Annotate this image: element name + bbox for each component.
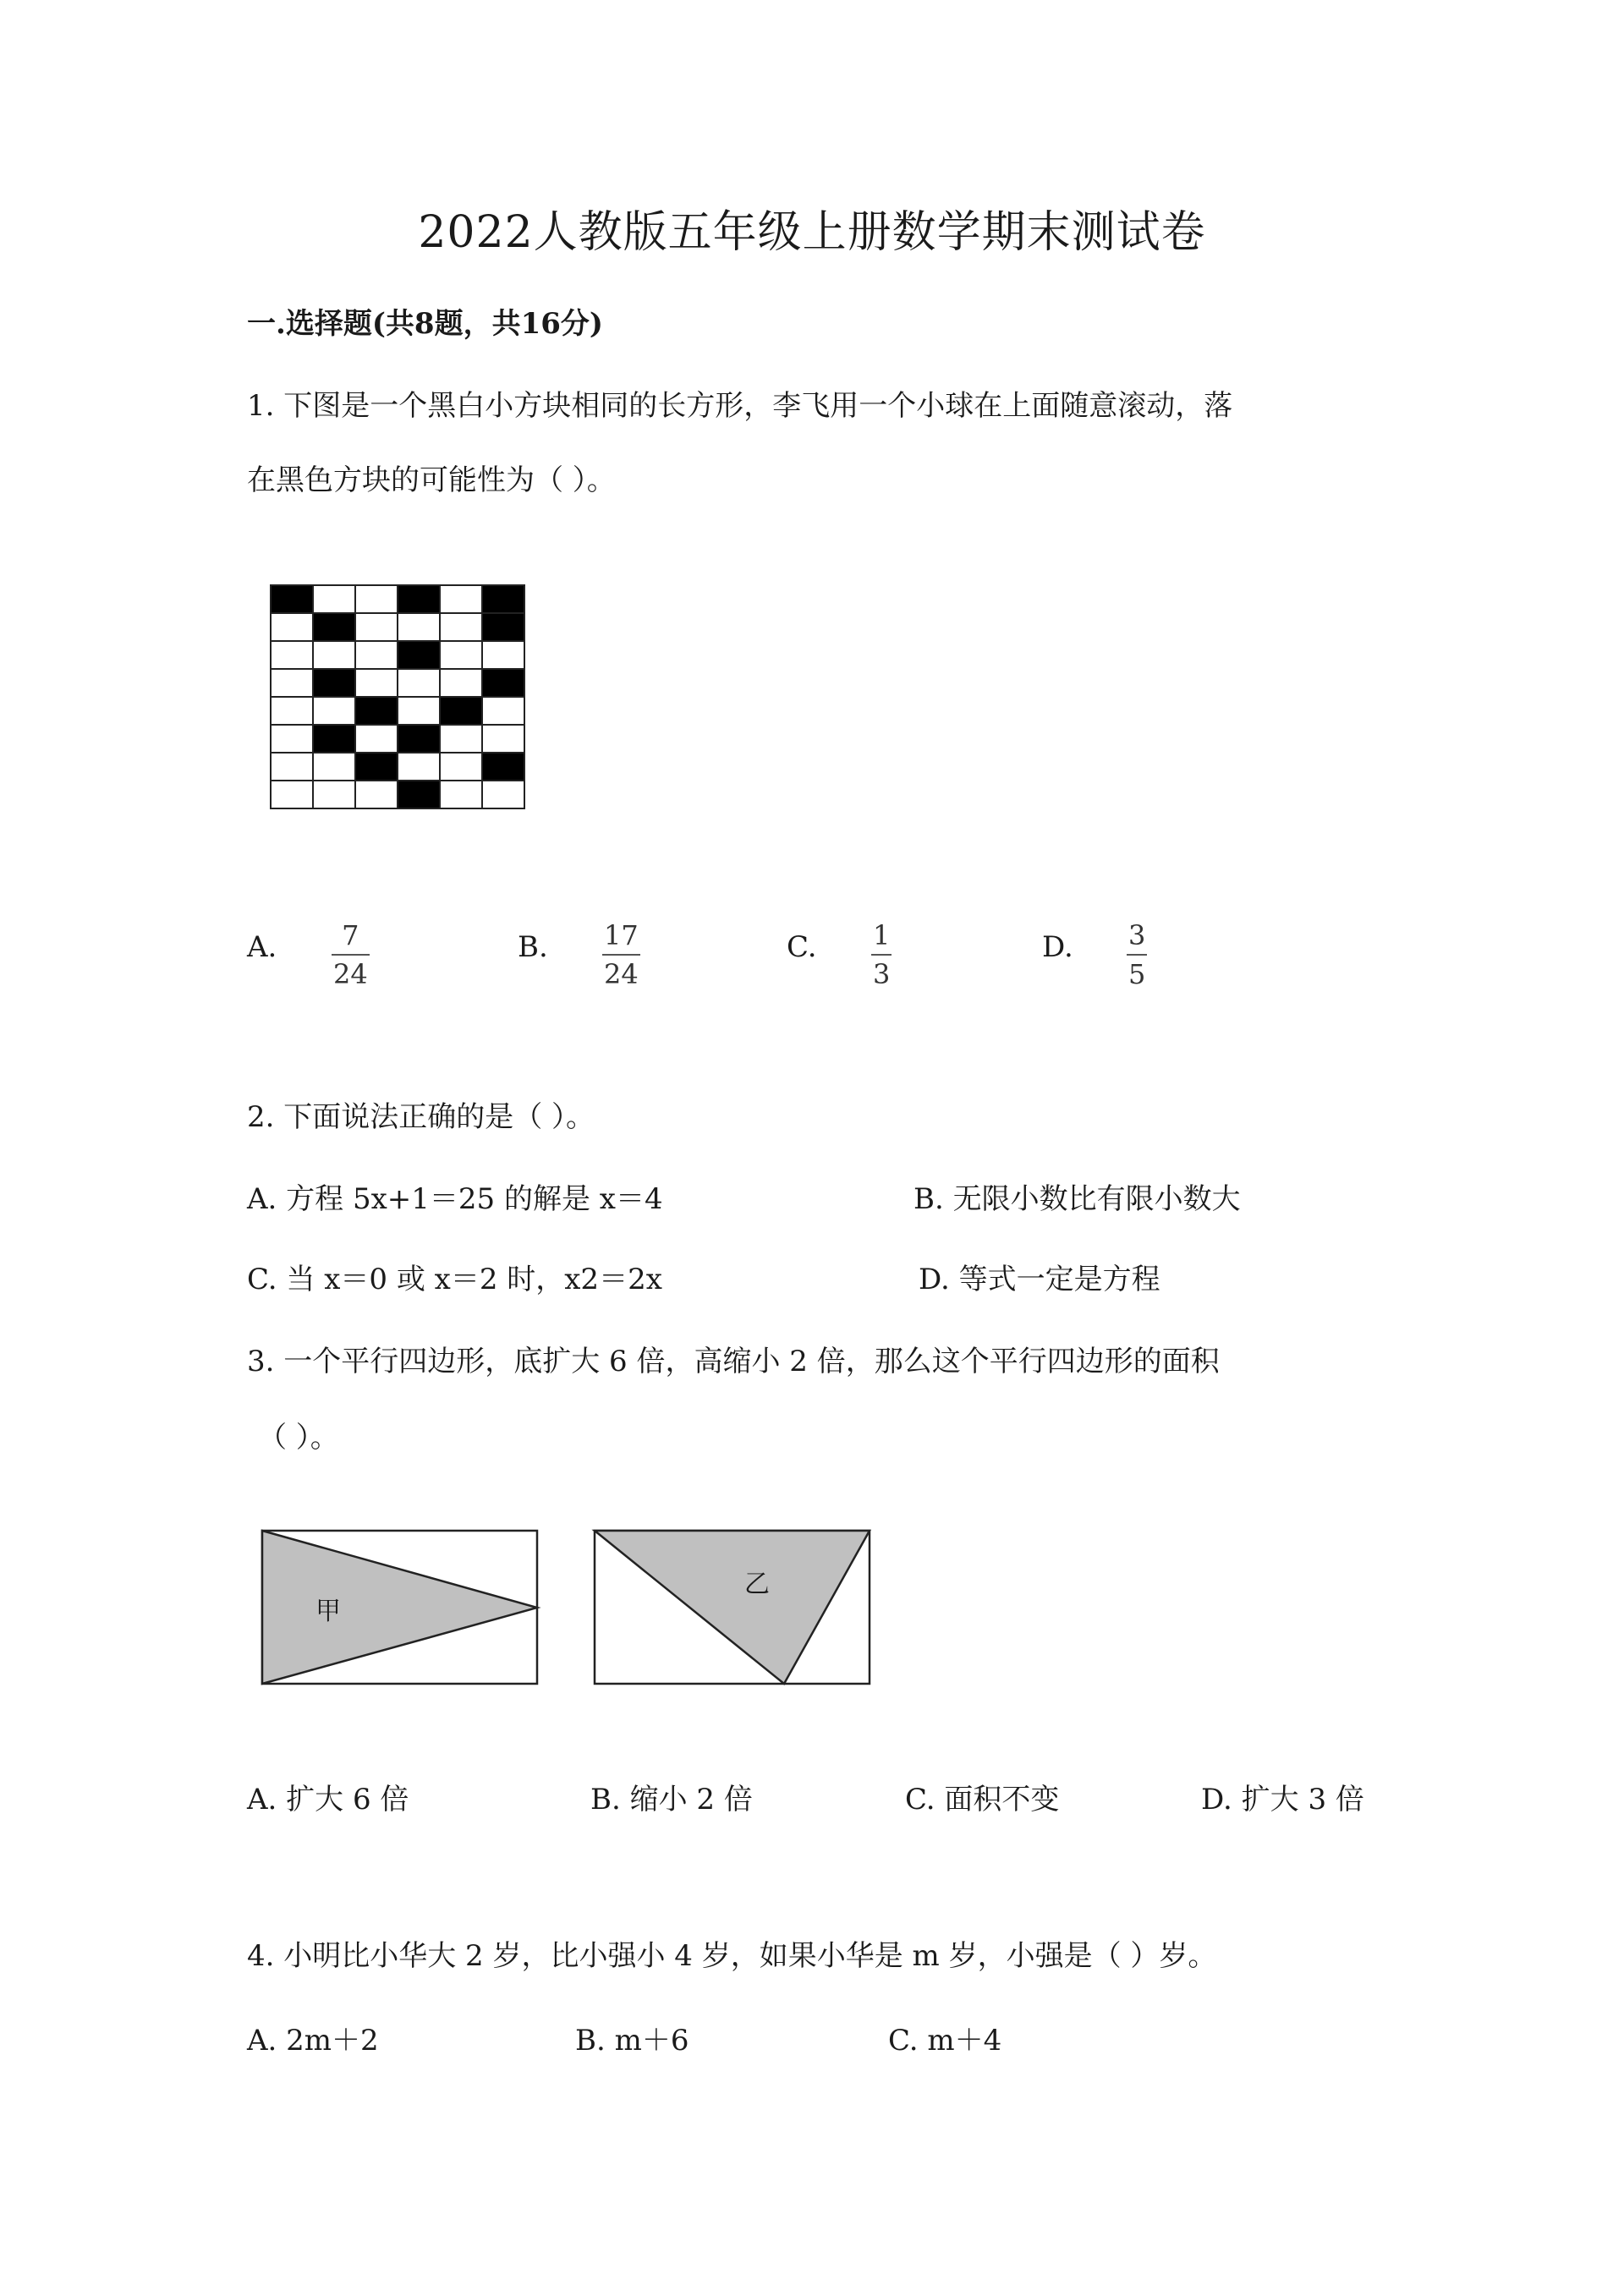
grid-cell [313,585,355,613]
grid-cell [482,641,524,669]
grid-cell [313,613,355,641]
q1-option-b-fraction [602,919,640,990]
grid-cell [355,753,398,781]
grid-cell [440,725,482,753]
grid-cell [271,697,313,725]
grid-cell [271,781,313,808]
grid-cell [271,585,313,613]
grid-cell [482,725,524,753]
grid-cell [355,613,398,641]
q1-option-a-numerator: 7 [342,919,359,951]
grid-cell [313,669,355,697]
q1-option-b-numerator: 17 [604,919,639,951]
grid-cell [482,669,524,697]
q1-option-b-denominator: 24 [604,958,639,990]
q4-option-c: C. m＋4 [888,2024,1002,2058]
q2-stem: 2. 下面说法正确的是（ ）。 [247,1100,595,1134]
grid-cell [482,753,524,781]
q1-stem-line2: 在黑色方块的可能性为（ ）。 [247,463,616,497]
q3-stem-line2: （ ）。 [258,1421,339,1455]
q3-figures [258,1526,875,1696]
grid-cell [271,613,313,641]
grid-cell [440,781,482,808]
grid-cell [313,725,355,753]
q1-option-d-denominator: 5 [1128,958,1146,990]
q1-option-b-label: B. [518,930,548,964]
q1-option-d-label: D. [1042,930,1073,964]
grid-cell [398,697,440,725]
grid-cell [355,585,398,613]
grid-cell [271,641,313,669]
grid-cell [440,613,482,641]
grid-cell [398,585,440,613]
grid-cell [313,781,355,808]
grid-cell [355,669,398,697]
grid-cell [355,725,398,753]
grid-cell [355,641,398,669]
q1-checker-grid [269,584,527,812]
q3-option-a: A. 扩大 6 倍 [247,1783,409,1817]
q2-option-a: A. 方程 5x+1＝25 的解是 x＝4 [247,1182,663,1216]
q1-option-c-label: C. [787,930,817,964]
grid-cell [398,641,440,669]
grid-cell [355,781,398,808]
q2-option-c: C. 当 x＝0 或 x＝2 时，x2＝2x [247,1263,662,1296]
grid-cell [398,669,440,697]
grid-cell [482,613,524,641]
grid-cell [313,753,355,781]
q4-option-b: B. m＋6 [575,2024,689,2058]
q1-stem-line1: 1. 下图是一个黑白小方块相同的长方形，李飞用一个小球在上面随意滚动，落 [247,389,1233,423]
grid-cell [271,753,313,781]
grid-cell [271,725,313,753]
grid-cell [398,613,440,641]
grid-cell [398,725,440,753]
grid-cell [440,669,482,697]
q1-option-d-fraction [1127,919,1147,990]
q1-option-a-fraction [332,919,370,990]
grid-cell [313,641,355,669]
q3-option-d: D. 扩大 3 倍 [1201,1783,1364,1817]
grid-cell [482,585,524,613]
grid-cell [398,753,440,781]
grid-cell [440,641,482,669]
q3-stem-line1: 3. 一个平行四边形，底扩大 6 倍，高缩小 2 倍，那么这个平行四边形的面积 [247,1345,1220,1378]
q1-option-c-numerator: 1 [873,919,891,951]
q1-option-c-denominator: 3 [873,958,891,990]
figure-yi [595,1531,870,1684]
grid-cell [271,669,313,697]
q4-option-a: A. 2m＋2 [247,2024,379,2058]
q2-option-b: B. 无限小数比有限小数大 [914,1182,1241,1216]
grid-cell [440,753,482,781]
grid-cell [355,697,398,725]
grid-cell [482,697,524,725]
page-title: 2022人教版五年级上册数学期末测试卷 [418,207,1206,258]
figure-jia [262,1531,537,1684]
q3-option-b: B. 缩小 2 倍 [590,1783,753,1817]
section-heading: 一.选择题(共8题，共16分) [247,307,603,341]
q1-option-a-denominator: 24 [333,958,368,990]
grid-cell [440,585,482,613]
q1-option-c-fraction [871,919,892,990]
grid-cell [313,697,355,725]
figure-yi-label: 乙 [744,1570,770,1599]
q3-option-c: C. 面积不变 [905,1783,1060,1817]
q1-option-d-numerator: 3 [1128,919,1146,951]
figure-jia-label: 甲 [315,1597,341,1626]
grid-cell [398,781,440,808]
q1-option-a-label: A. [247,930,277,964]
q4-stem: 4. 小明比小华大 2 岁，比小强小 4 岁，如果小华是 m 岁，小强是（ ）岁。 [247,1939,1217,1973]
grid-cell [482,781,524,808]
grid-cell [440,697,482,725]
q2-option-d: D. 等式一定是方程 [919,1263,1160,1296]
